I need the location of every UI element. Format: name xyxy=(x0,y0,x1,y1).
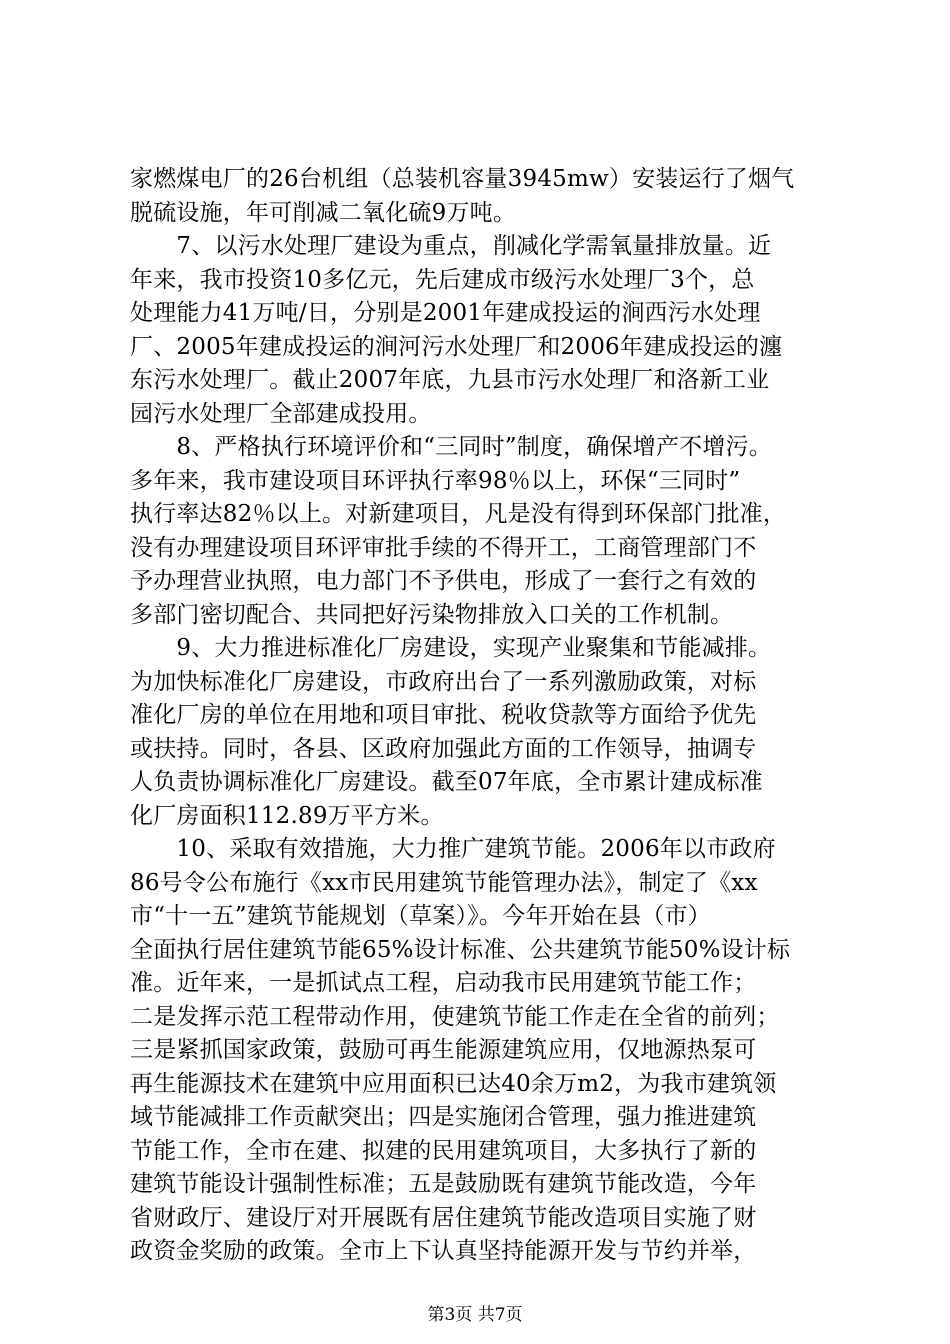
text-line: 园污水处理厂全部建成投用。 xyxy=(130,400,432,427)
text-line: 东污水处理厂。截止2007年底，九县市污水处理厂和洛新工业 xyxy=(130,367,770,393)
text-line: 节能工作，全市在建、拟建的民用建筑项目，大多执行了新的 xyxy=(130,1137,757,1164)
text-line: 处理能力41万吨/日，分别是2001年建成投运的涧西污水处理 xyxy=(130,300,761,326)
text-line: 执行率达82％以上。对新建项目，凡是没有得到环保部门批准， xyxy=(130,501,787,527)
text-line: 为加快标准化厂房建设，市政府出台了一系列激励政策，对标 xyxy=(130,668,757,695)
text-line: 7、以污水处理厂建设为重点，削减化学需氧量排放量。近 xyxy=(130,233,772,259)
page-footer: 第3页 共7页 xyxy=(427,1305,523,1325)
text-line: 或扶持。同时，各县、区政府加强此方面的工作领导，抽调专 xyxy=(130,735,757,762)
text-line: 予办理营业执照，电力部门不予供电，形成了一套行之有效的 xyxy=(130,568,757,594)
text-line: 9、大力推进标准化厂房建设，实现产业聚集和节能减排。 xyxy=(130,635,772,661)
text-line: 10、采取有效措施，大力推广建筑节能。2006年以市政府 xyxy=(130,836,776,862)
text-line: 多部门密切配合、共同把好污染物排放入口关的工作机制。 xyxy=(130,601,734,628)
text-line: 域节能减排工作贡献突出；四是实施闭合管理，强力推进建筑 xyxy=(130,1104,757,1130)
text-line: 准。近年来，一是抓试点工程，启动我市民用建筑节能工作； xyxy=(130,970,757,996)
text-line: 脱硫设施，年可削减二氧化硫9万吨。 xyxy=(130,199,517,226)
text-line: 化厂房面积112.89万平方米。 xyxy=(130,802,444,829)
text-line: 年来，我市投资10多亿元，先后建成市级污水处理厂3个，总 xyxy=(130,266,755,293)
text-line: 二是发挥示范工程带动作用，使建筑节能工作走在全省的前列； xyxy=(130,1003,780,1030)
text-line: 再生能源技术在建筑中应用面积已达40余万m2，为我市建筑领 xyxy=(130,1070,777,1097)
text-line: 全面执行居住建筑节能65%设计标准、公共建筑节能50%设计标 xyxy=(130,936,791,963)
text-line: 建筑节能设计强制性标准；五是鼓励既有建筑节能改造，今年 xyxy=(130,1171,757,1197)
text-line: 三是紧抓国家政策，鼓励可再生能源建筑应用，仅地源热泵可 xyxy=(130,1037,757,1063)
text-line: 86号令公布施行《xx市民用建筑节能管理办法》，制定了《xx xyxy=(130,869,758,896)
text-line: 多年来，我市建设项目环评执行率98％以上，环保“三同时” xyxy=(130,467,741,494)
text-line: 8、严格执行环境评价和“三同时”制度，确保增产不增污。 xyxy=(130,434,772,460)
text-line: 政资金奖励的政策。全市上下认真坚持能源开发与节约并举， xyxy=(130,1238,757,1264)
text-line: 厂、2005年建成投运的涧河污水处理厂和2006年建成投运的瀍 xyxy=(130,333,783,360)
text-line: 省财政厅、建设厅对开展既有居住建筑节能改造项目实施了财 xyxy=(130,1204,757,1231)
text-line: 市“十一五”建筑节能规划（草案）》。今年开始在县（市） xyxy=(130,903,711,929)
text-line: 准化厂房的单位在用地和项目审批、税收贷款等方面给予优先 xyxy=(130,702,757,728)
text-line: 没有办理建设项目环评审批手续的不得开工，工商管理部门不 xyxy=(130,534,757,561)
text-line: 人负责协调标准化厂房建设。截至07年底，全市累计建成标准 xyxy=(130,769,763,795)
text-line: 家燃煤电厂的26台机组（总装机容量3945mw）安装运行了烟气 xyxy=(130,166,795,192)
